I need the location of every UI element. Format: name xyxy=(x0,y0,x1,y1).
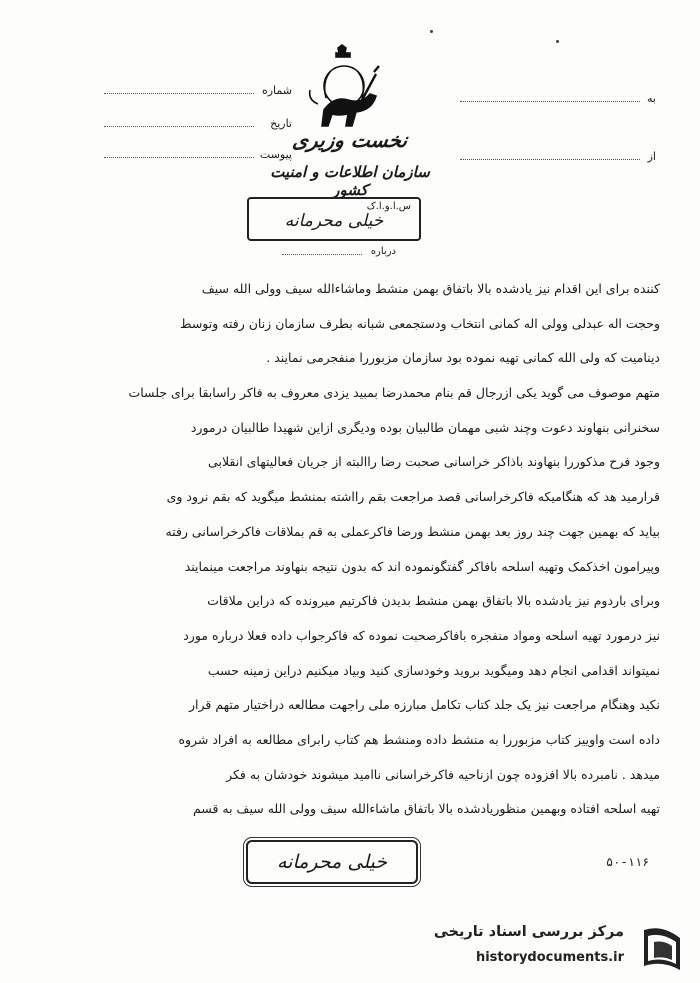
ministry-title: نخست وزیری xyxy=(291,128,409,152)
body-line: داده است واوییز کتاب مزبوررا به منشط داده ومنشط هم کتاب رابرای مطالعه به افراد شروه xyxy=(178,731,660,747)
number-dots xyxy=(104,93,254,94)
from-label: از xyxy=(647,150,656,163)
scan-speck xyxy=(556,40,559,43)
body-line: تهیه اسلحه افتاده وبهمین منظوریادشده بالا باتفاق ماشاءالله سیف وولی الله سیف به قسم xyxy=(192,801,660,817)
date-dots xyxy=(104,126,254,127)
body-line: سخنرانی بنهاوند دعوت وچند شبی مهمان طالبیان بوده ودیگری ازاین شهیدا طالبیان درمورد xyxy=(190,419,660,435)
subject-dots xyxy=(282,254,362,255)
classification-stamp-text: خیلی محرمانه xyxy=(284,211,384,231)
body-line: قرارمید هد که هنگامیکه فاکرخراسانی قصد مراجعت بقم رااشته بمنشط میگوید که بقم نرود وی xyxy=(166,489,660,505)
organization-title: سازمان اطلاعات و امنیت کشور xyxy=(270,163,430,199)
to-field xyxy=(456,92,656,108)
archive-watermark xyxy=(416,922,690,978)
body-line: بیاید که بهمین جهت چند روز بعد بهمن منشط ورضا فاکرعملی به قم بملاقات فاکرخراسانی رفته xyxy=(165,523,660,539)
to-label: به xyxy=(647,92,656,105)
bottom-stamp-text: خیلی محرمانه xyxy=(276,851,387,873)
body-line: وجود فرح مذکوررا بنهاوند باذاکر خراسانی صحبت رضا راالبته از جریان فعالیتهای انقلابی xyxy=(208,454,660,470)
body-line: وپیرامون اخذکمک وتهیه اسلحه بافاکر گفتگونموده اند که بدون نتیجه بنهاوند مراجعت مینمایند xyxy=(184,558,660,574)
body-line: وبرای باردوم نیز یادشده بالا باتفاق بهمن منشط بدیدن فاکرتیم میرونده که دراین ملاقات xyxy=(207,593,660,609)
body-line: نیز درمورد تهیه اسلحه ومواد منفجره بافاکرصحبت نموده که فاکرجواب داده فعلا درباره مورد xyxy=(183,627,660,643)
subject-field xyxy=(276,246,396,260)
scan-speck xyxy=(430,30,433,33)
letter-body xyxy=(36,272,660,827)
subject-label: درباره xyxy=(370,246,396,257)
body-line: وحجت اله عبدلی وولی اله کمانی انتخاب ودستجمعی شبانه بطرف سازمان زنان رفته وتوسط xyxy=(179,315,660,331)
lion-and-sun-emblem xyxy=(300,44,390,136)
date-label: تاریخ xyxy=(270,117,292,130)
archive-name: مرکز بررسی اسناد تاریخی xyxy=(433,924,624,940)
number-label: شماره xyxy=(261,84,292,97)
from-field xyxy=(456,150,656,166)
archive-website: historydocuments.ir xyxy=(475,950,624,965)
classification-small-text: س.ا.و.ا.ک xyxy=(366,201,411,212)
from-dots xyxy=(460,159,640,160)
attachment-label: پیوست xyxy=(259,148,292,161)
classification-stamp xyxy=(247,197,421,241)
body-line: نمیتواند اقدامی انجام دهد ومیگوید بروید وخودسازی کنید وبیاد میکنیم دراین زمینه حسب xyxy=(207,662,660,678)
body-line: دینامیت که ولی الله کمانی تهیه نموده بود سازمان مزبوررا منفجرمی نمایند . xyxy=(266,350,660,366)
body-line: متهم موصوف می گوید یکی ازرجال قم بنام محمدرضا بمبید یزدی معروف به فاکر راسابقا برای جلسات xyxy=(128,385,660,401)
to-dots xyxy=(460,101,640,102)
body-line: میدهد . نامبرده بالا افزوده چون ازناحیه فاکرخراسانی ناامید میشوند خودشان به فکر xyxy=(226,766,660,782)
reference-number: ۵۰-۱۱۶ xyxy=(606,855,650,869)
number-field xyxy=(30,84,292,100)
attachment-dots xyxy=(104,157,254,158)
bottom-classification-stamp xyxy=(246,840,418,884)
body-line: کننده برای این اقدام نیز یادشده بالا باتفاق بهمن منشط وماشاءالله سیف وولی الله سیف xyxy=(201,281,660,296)
archive-logo-icon xyxy=(634,922,690,978)
body-line: نکید وهنگام مراجعت نیز یک جلد کتاب تکامل مبارزه ملی راجهت مطالعه دراختیار متهم قرار xyxy=(188,697,660,713)
